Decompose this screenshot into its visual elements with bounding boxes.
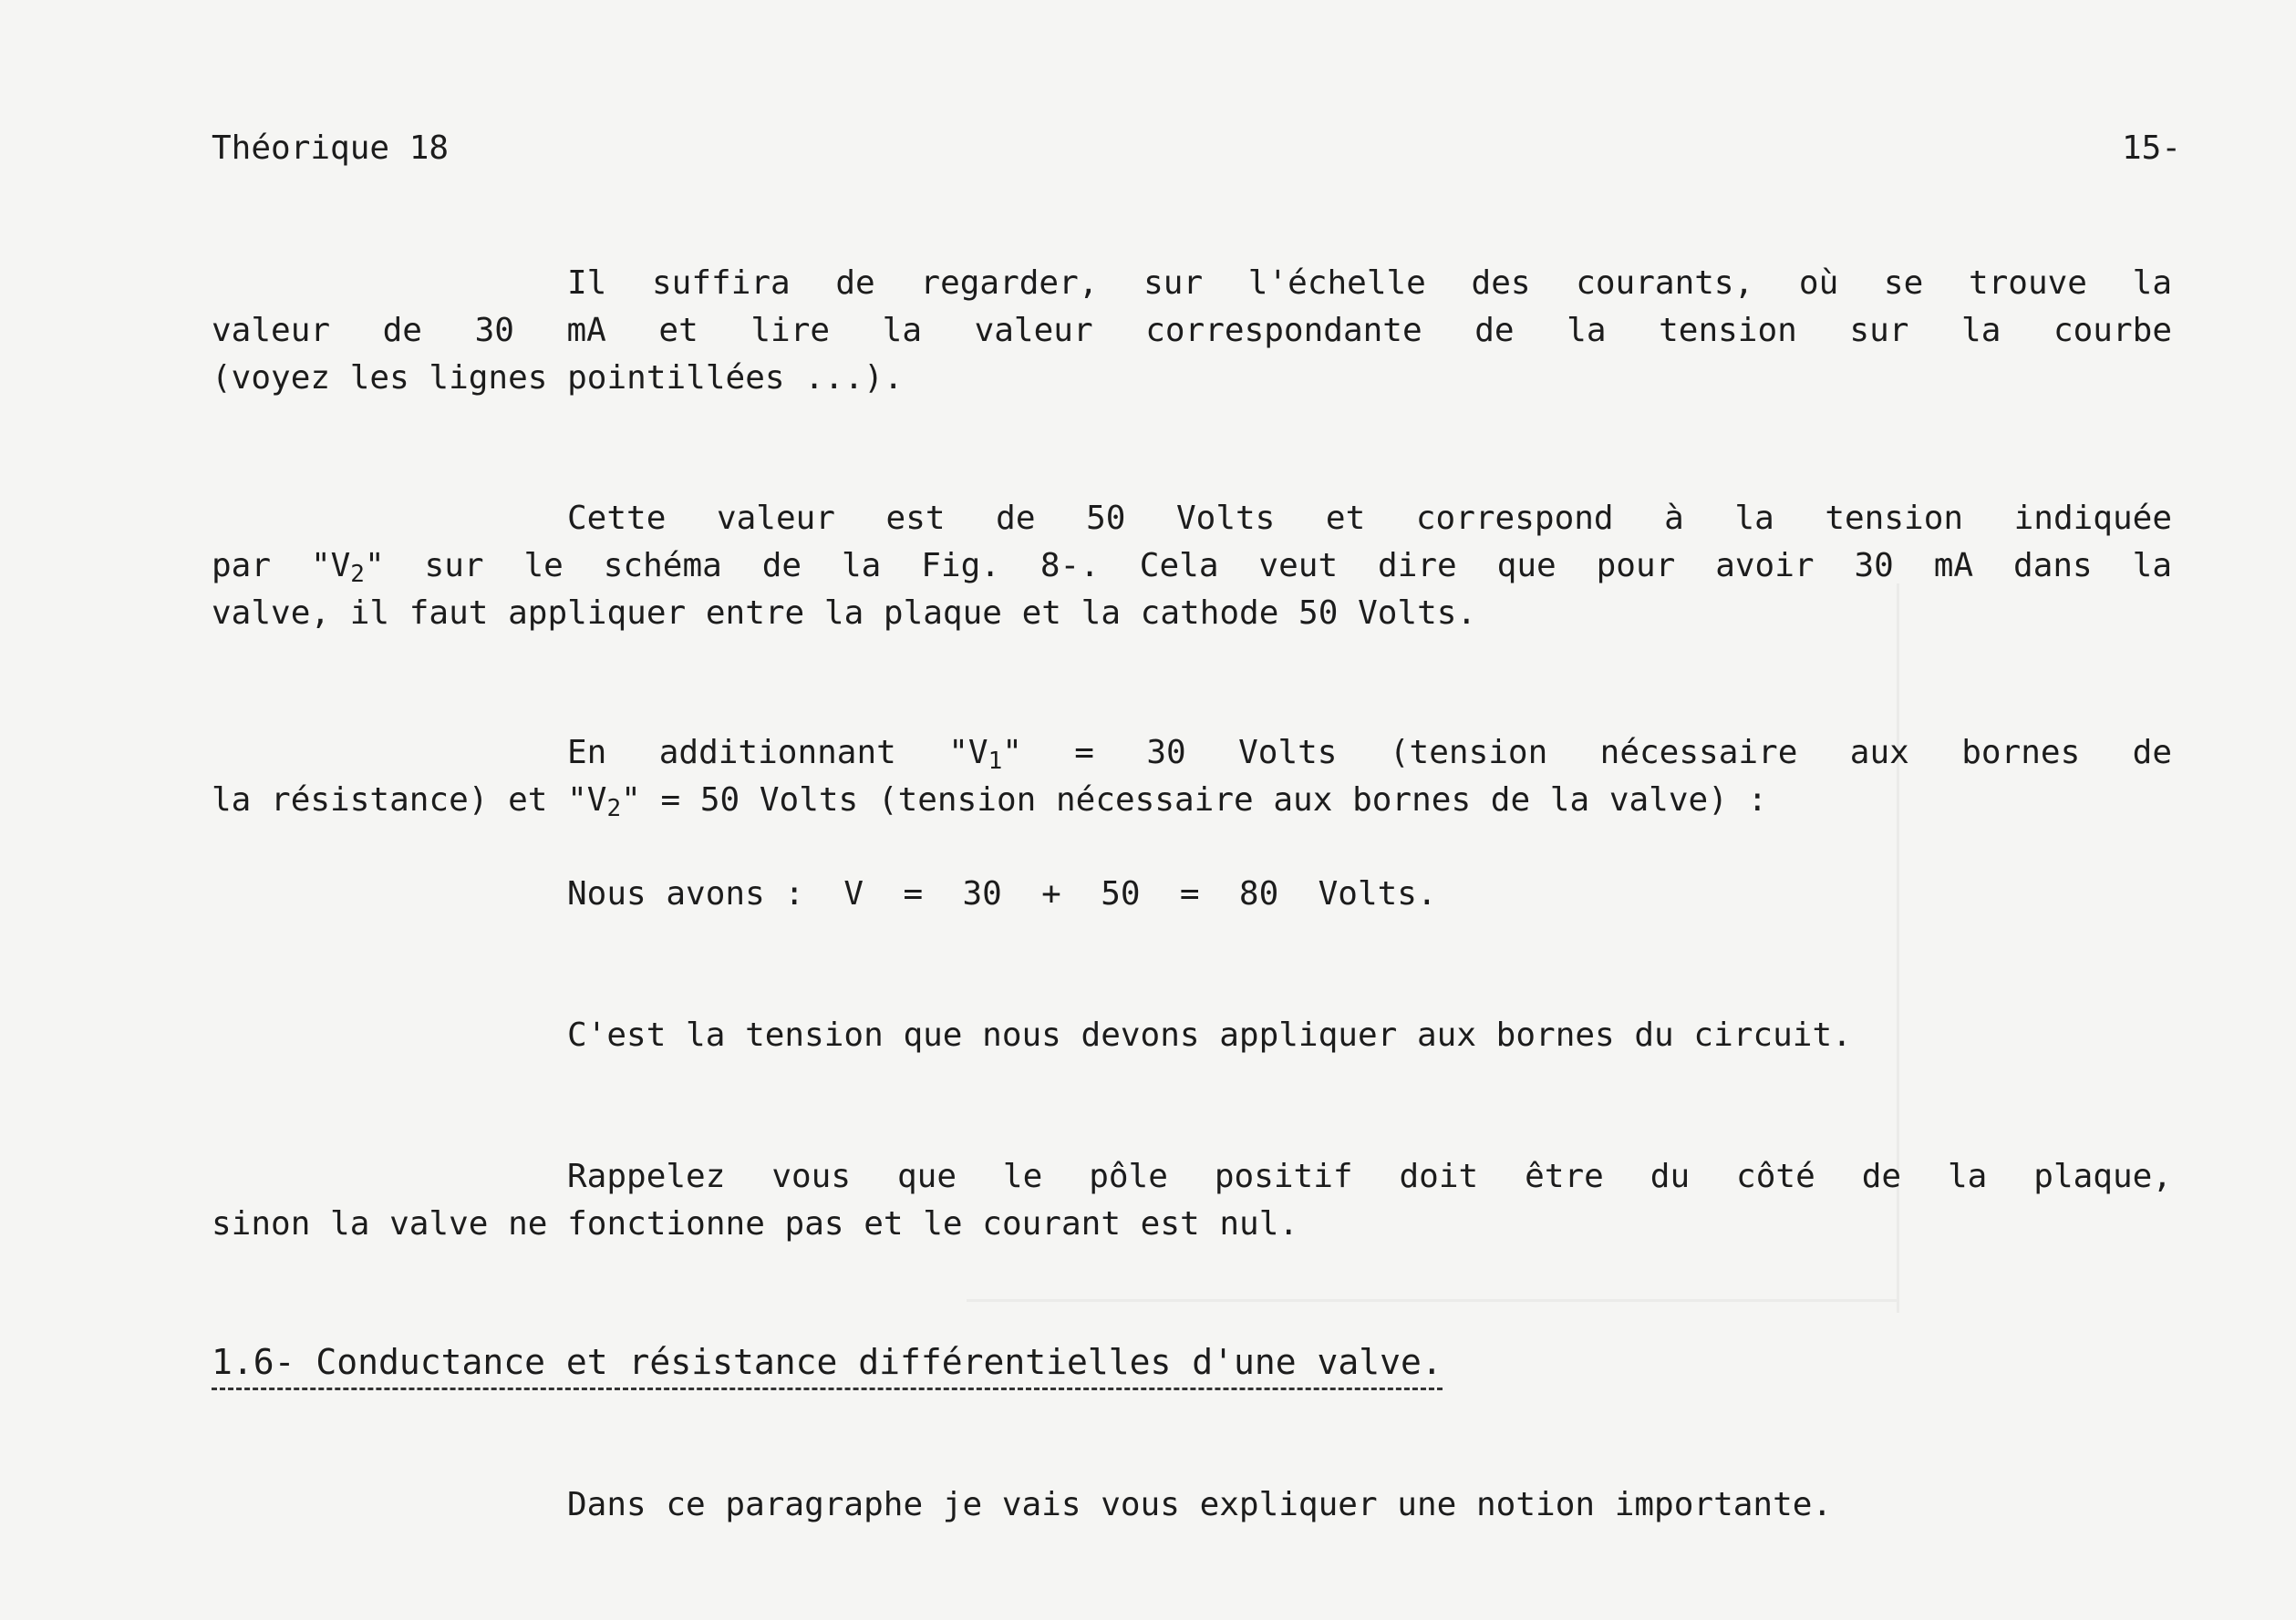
paragraph-line: Rappelez vous que le pôle positif doit être du côté de la plaque, (567, 1158, 2172, 1195)
paragraph-line: C'est la tension que nous devons appliquer aux bornes du circuit. (567, 1016, 1852, 1054)
bleed-through-arrow (967, 1299, 1897, 1302)
paragraph-line: Il suffira de regarder, sur l'échelle des courants, où se trouve la (567, 264, 2172, 302)
paragraph-voltage-value (212, 495, 2172, 637)
section-heading: 1.6- Conductance et résistance différentielles d'une valve. (212, 1338, 1443, 1390)
page-number: 15- (2121, 129, 2181, 167)
paragraph-polarity-reminder (212, 1153, 2172, 1248)
paragraph-line: (voyez les lignes pointillées ...). (212, 359, 904, 397)
paragraph-sum-voltages (212, 729, 2172, 824)
paragraph-circuit-voltage (212, 1012, 2172, 1059)
paragraph-line: par "$V_2$" sur le schéma de la Fig. 8-. Cela veut dire que pour avoir 30 mA dans la (212, 547, 2172, 588)
document-title: Théorique 18 (212, 129, 450, 167)
paragraph-line: En additionnant "$V_1$" = 30 Volts (tension nécessaire aux bornes de (567, 734, 2172, 775)
page-header (212, 126, 2181, 171)
paragraph-line: Cette valeur est de 50 Volts et correspond à la tension indiquée (567, 500, 2172, 537)
paragraph-line: valeur de 30 mA et lire la valeur correspondante de la tension sur la courbe (212, 312, 2172, 349)
paragraph-line: la résistance) et "$V_2$" = 50 Volts (tension nécessaire aux bornes de la valve) : (212, 781, 1768, 822)
paragraph-line: valve, il faut appliquer entre la plaque et la cathode 50 Volts. (212, 594, 1477, 632)
paragraph-intro-notion (212, 1481, 2172, 1529)
equation-total-voltage (567, 871, 1616, 918)
paragraph-current-scale (212, 260, 2172, 402)
paragraph-line: sinon la valve ne fonctionne pas et le courant est nul. (212, 1205, 1299, 1243)
equation-line: Nous avons : V = 30 + 50 = 80 Volts. (567, 875, 1437, 913)
paragraph-line: Dans ce paragraphe je vais vous expliquer une notion importante. (567, 1486, 1833, 1523)
